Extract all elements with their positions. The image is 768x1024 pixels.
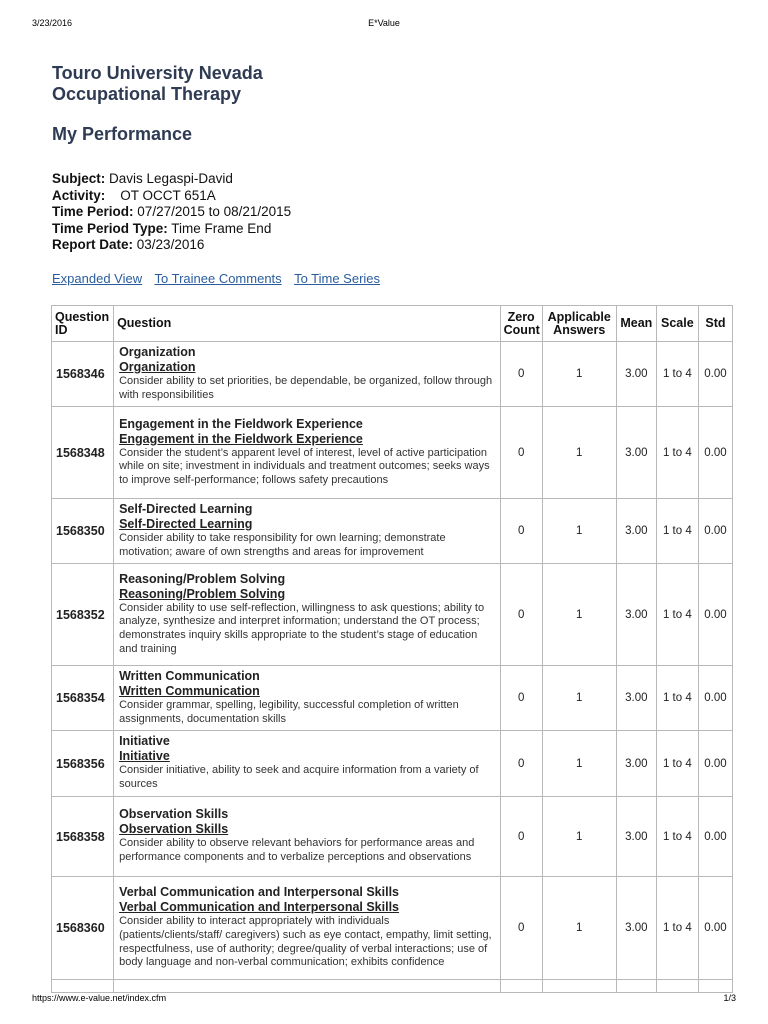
question-cell <box>114 731 501 797</box>
cutoff-cell <box>542 980 616 993</box>
applicable-answers: 1 <box>542 797 616 877</box>
applicable-answers: 1 <box>542 564 616 666</box>
question-cell <box>114 342 501 407</box>
question-description: Consider initiative, ability to seek and acquire information from a variety of sources <box>119 764 479 790</box>
activity-row <box>52 188 291 205</box>
scale: 1 to 4 <box>656 877 698 980</box>
scale: 1 to 4 <box>656 564 698 666</box>
question-title: Observation Skills <box>119 807 229 822</box>
trainee-comments-link[interactable]: To Trainee Comments <box>154 271 282 286</box>
zero-count: 0 <box>500 666 542 731</box>
page-title: My Performance <box>52 124 193 144</box>
std: 0.00 <box>698 877 732 980</box>
question-link[interactable]: Written Communication <box>119 683 260 698</box>
std: 0.00 <box>698 499 732 564</box>
question-link[interactable]: Organization <box>119 359 196 374</box>
applicable-answers: 1 <box>542 342 616 407</box>
std: 0.00 <box>698 342 732 407</box>
col-header-scale: Scale <box>656 306 698 342</box>
mean: 3.00 <box>616 666 656 731</box>
question-title: Verbal Communication and Interpersonal Skills <box>119 885 400 900</box>
cutoff-cell <box>52 980 114 993</box>
question-cell <box>114 564 501 666</box>
print-url: https://www.e-value.net/index.cfm <box>32 993 167 1003</box>
question-id: 1568348 <box>52 407 114 499</box>
question-cell <box>114 877 501 980</box>
applicable-answers: 1 <box>542 731 616 797</box>
scale: 1 to 4 <box>656 342 698 407</box>
question-id: 1568356 <box>52 731 114 797</box>
table-header-row <box>52 306 733 342</box>
scale: 1 to 4 <box>656 407 698 499</box>
question-link[interactable]: Initiative <box>119 749 170 764</box>
time-series-link[interactable]: To Time Series <box>294 271 381 286</box>
organization-heading <box>52 63 263 105</box>
table-row <box>52 342 733 407</box>
cutoff-cell <box>698 980 732 993</box>
table-row <box>52 666 733 731</box>
std: 0.00 <box>698 666 732 731</box>
question-description: Consider grammar, spelling, legibility, successful completion of written assignments, documentation skills <box>119 698 459 725</box>
mean: 3.00 <box>616 499 656 564</box>
zero-count: 0 <box>500 342 542 407</box>
expanded-view-link[interactable]: Expanded View <box>52 271 143 286</box>
std: 0.00 <box>698 564 732 666</box>
mean: 3.00 <box>616 407 656 499</box>
question-cell <box>114 499 501 564</box>
mean: 3.00 <box>616 731 656 797</box>
table-row <box>52 499 733 564</box>
table-row <box>52 731 733 797</box>
question-description: Consider the student’s apparent level of interest, level of active participation while on site; investment in individuals and treatment outcomes; seeks ways to improve self-performance; follows safety precautions <box>119 446 490 486</box>
table-row <box>52 564 733 666</box>
std: 0.00 <box>698 797 732 877</box>
question-id: 1568354 <box>52 666 114 731</box>
question-description: Consider ability to observe relevant behaviors for performance areas and performance components and to verbalize perceptions and observations <box>119 837 475 863</box>
question-id: 1568360 <box>52 877 114 980</box>
activity-value: OT OCCT 651A <box>120 187 216 203</box>
col-header-mean: Mean <box>616 306 656 342</box>
question-description: Consider ability to use self-reflection, willingness to ask questions; ability to analyze, synthesize and interpret information; understand the OT process; demonstrates inquiry skills appropriate to the student’s stage of education and training <box>119 601 485 655</box>
question-description: Consider ability to set priorities, be dependable, be organized, follow through with responsibilities <box>119 374 493 401</box>
activity-label: Activity: <box>52 187 106 203</box>
mean: 3.00 <box>616 877 656 980</box>
zero-count: 0 <box>500 407 542 499</box>
print-title: E*Value <box>368 18 400 28</box>
organization-name: Touro University Nevada <box>52 63 263 83</box>
subject-value: Davis Legaspi-David <box>109 171 233 186</box>
time-period-row <box>52 204 291 221</box>
report-date-label: Report Date: <box>52 237 134 253</box>
question-link[interactable]: Observation Skills <box>119 822 229 837</box>
cutoff-cell <box>616 980 656 993</box>
col-header-std: Std <box>698 306 732 342</box>
subject-label: Subject: <box>52 171 106 186</box>
question-link[interactable]: Reasoning/Problem Solving <box>119 586 286 601</box>
print-date: 3/23/2016 <box>32 18 73 28</box>
question-description: Consider ability to take responsibility for own learning; demonstrate motivation; aware of own strengths and areas for improvement <box>119 531 446 558</box>
time-period-value: 07/27/2015 to 08/21/2015 <box>137 204 292 220</box>
applicable-answers: 1 <box>542 499 616 564</box>
department-name: Occupational Therapy <box>52 84 242 104</box>
report-meta <box>52 171 291 254</box>
question-title: Reasoning/Problem Solving <box>119 571 286 586</box>
zero-count: 0 <box>500 877 542 980</box>
table-row <box>52 407 733 499</box>
question-id: 1568358 <box>52 797 114 877</box>
table-row-cutoff <box>52 980 733 993</box>
question-title: Engagement in the Fieldwork Experience <box>119 416 363 431</box>
scale: 1 to 4 <box>656 797 698 877</box>
scale: 1 to 4 <box>656 731 698 797</box>
question-title: Written Communication <box>119 668 260 683</box>
col-header-zero-count: Zero Count <box>500 306 542 342</box>
question-link[interactable]: Engagement in the Fieldwork Experience <box>119 431 363 446</box>
applicable-answers: 1 <box>542 877 616 980</box>
question-cell <box>114 797 501 877</box>
mean: 3.00 <box>616 564 656 666</box>
question-cell <box>114 407 501 499</box>
applicable-answers: 1 <box>542 407 616 499</box>
question-title: Self-Directed Learning <box>119 501 253 516</box>
mean: 3.00 <box>616 797 656 877</box>
time-period-label: Time Period: <box>52 204 134 220</box>
applicable-answers: 1 <box>542 666 616 731</box>
scale: 1 to 4 <box>656 499 698 564</box>
scale: 1 to 4 <box>656 666 698 731</box>
time-period-type-value: Time Frame End <box>171 220 272 236</box>
zero-count: 0 <box>500 797 542 877</box>
page-number: 1/3 <box>723 993 736 1003</box>
cutoff-cell <box>656 980 698 993</box>
col-header-question: Question <box>114 306 501 342</box>
std: 0.00 <box>698 407 732 499</box>
zero-count: 0 <box>500 731 542 797</box>
cutoff-cell <box>500 980 542 993</box>
question-id: 1568350 <box>52 499 114 564</box>
question-cell <box>114 666 501 731</box>
report-date-row <box>52 237 291 254</box>
zero-count: 0 <box>500 564 542 666</box>
cutoff-cell <box>114 980 501 993</box>
question-description: Consider ability to interact appropriately with individuals (patients/clients/staff/ caregivers) such as eye contact, empathy, limit setting, respectfulness, use of authority; degree/quality of verbal interactions; use of body language and non-verbal communication; exhibits confidence <box>119 915 492 969</box>
mean: 3.00 <box>616 342 656 407</box>
std: 0.00 <box>698 731 732 797</box>
table-row <box>52 797 733 877</box>
col-header-applicable-answers: Applicable Answers <box>542 306 616 342</box>
question-id: 1568346 <box>52 342 114 407</box>
table-row <box>52 877 733 980</box>
question-link[interactable]: Self-Directed Learning <box>119 516 253 531</box>
time-period-type-row <box>52 221 291 238</box>
question-title: Organization <box>119 344 196 359</box>
subject-row <box>52 171 291 188</box>
zero-count: 0 <box>500 499 542 564</box>
time-period-type-label: Time Period Type: <box>52 220 168 236</box>
question-id: 1568352 <box>52 564 114 666</box>
performance-table <box>51 305 733 993</box>
col-header-question-id: Question ID <box>52 306 114 342</box>
question-title: Initiative <box>119 734 170 749</box>
question-link[interactable]: Verbal Communication and Interpersonal Skills <box>119 900 400 915</box>
report-date-value: 03/23/2016 <box>136 237 205 253</box>
view-links <box>52 271 389 286</box>
